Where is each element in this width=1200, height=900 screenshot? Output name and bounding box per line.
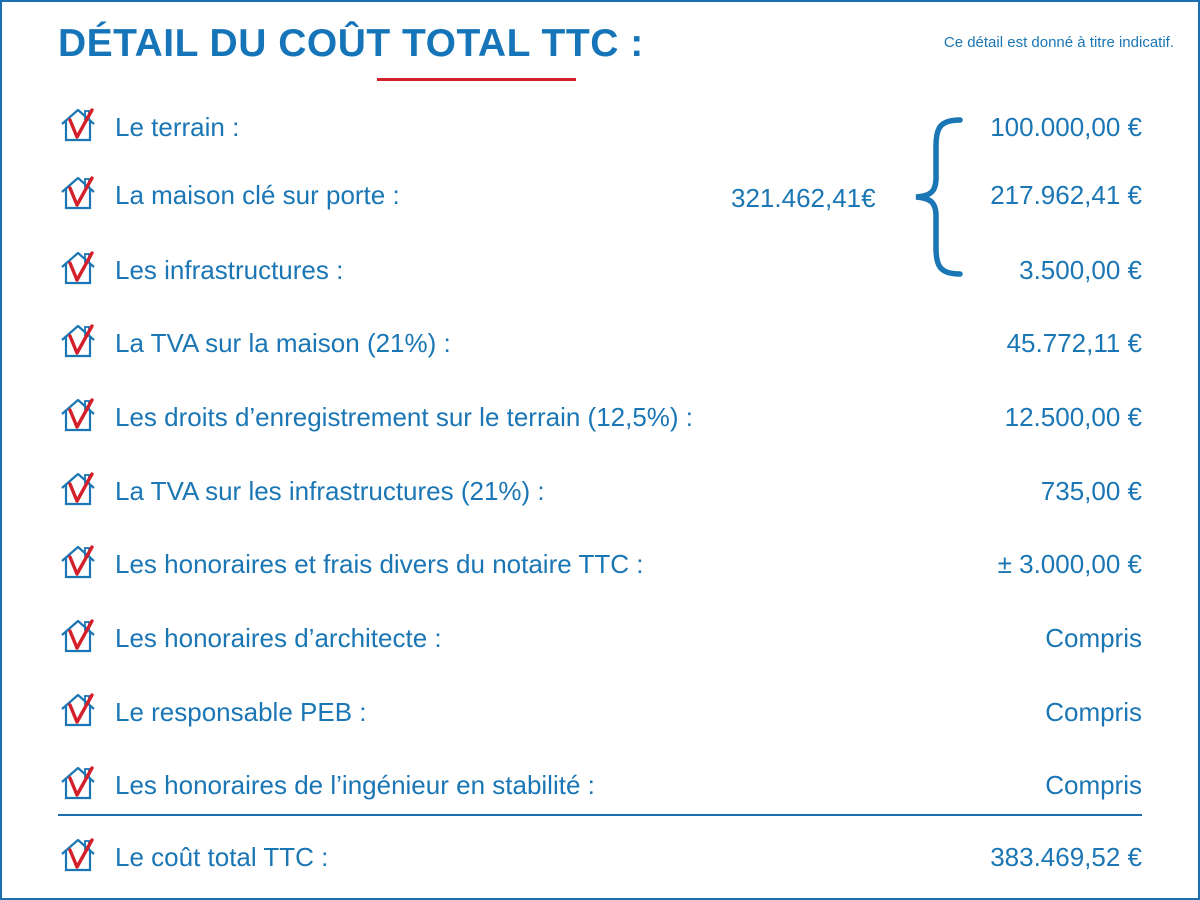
cost-row [0, 106, 1200, 146]
cost-value: 217.962,41 € [990, 180, 1142, 210]
page-title: DÉTAIL DU COÛT TOTAL TTC : [58, 22, 644, 65]
house-check-icon [58, 106, 98, 144]
cost-label: Les droits d’enregistrement sur le terrain (12,5%) : [115, 402, 694, 432]
house-check-icon [58, 764, 98, 802]
cost-row [0, 470, 1200, 510]
cost-value: 735,00 € [1040, 476, 1142, 506]
title-underline [377, 78, 576, 81]
cost-row [0, 249, 1200, 289]
cost-row [0, 543, 1200, 583]
cost-row [0, 617, 1200, 657]
cost-label: La TVA sur les infrastructures (21%) : [115, 476, 545, 506]
cost-label: Le terrain : [115, 112, 240, 142]
house-check-icon [58, 396, 98, 434]
cost-label: Les infrastructures : [115, 255, 344, 285]
cost-row [0, 764, 1200, 804]
cost-value: 3.500,00 € [1019, 255, 1142, 285]
total-value: 383.469,52 € [990, 842, 1142, 872]
total-divider [58, 814, 1142, 816]
cost-label: Les honoraires de l’ingénieur en stabilité : [115, 770, 595, 800]
house-check-icon [58, 249, 98, 287]
cost-value: 100.000,00 € [990, 112, 1142, 142]
cost-row [0, 396, 1200, 436]
cost-value: 45.772,11 € [1006, 328, 1142, 358]
house-check-icon [58, 470, 98, 508]
disclaimer-note: Ce détail est donné à titre indicatif. [943, 34, 1174, 51]
cost-value: Compris [1045, 697, 1142, 727]
house-check-icon [58, 174, 98, 212]
cost-label: Le responsable PEB : [115, 697, 367, 727]
curly-brace [902, 112, 972, 282]
house-check-icon [58, 836, 98, 874]
cost-row [0, 174, 1200, 214]
house-check-icon [58, 617, 98, 655]
cost-value: Compris [1045, 770, 1142, 800]
house-check-icon [58, 322, 98, 360]
cost-label: La TVA sur la maison (21%) : [115, 328, 451, 358]
cost-value: ± 3.000,00 € [997, 549, 1142, 579]
house-check-icon [58, 691, 98, 729]
cost-value: Compris [1045, 623, 1142, 653]
cost-label: Les honoraires et frais divers du notaire TTC : [115, 549, 644, 579]
house-check-icon [58, 543, 98, 581]
total-row [0, 836, 1200, 876]
subtotal-value: 321.462,41€ [731, 183, 876, 213]
cost-row [0, 691, 1200, 731]
cost-row [0, 322, 1200, 362]
total-label: Le coût total TTC : [115, 842, 329, 872]
cost-label: Les honoraires d’architecte : [115, 623, 442, 653]
cost-label: La maison clé sur porte : [115, 180, 400, 210]
cost-value: 12.500,00 € [1004, 402, 1142, 432]
